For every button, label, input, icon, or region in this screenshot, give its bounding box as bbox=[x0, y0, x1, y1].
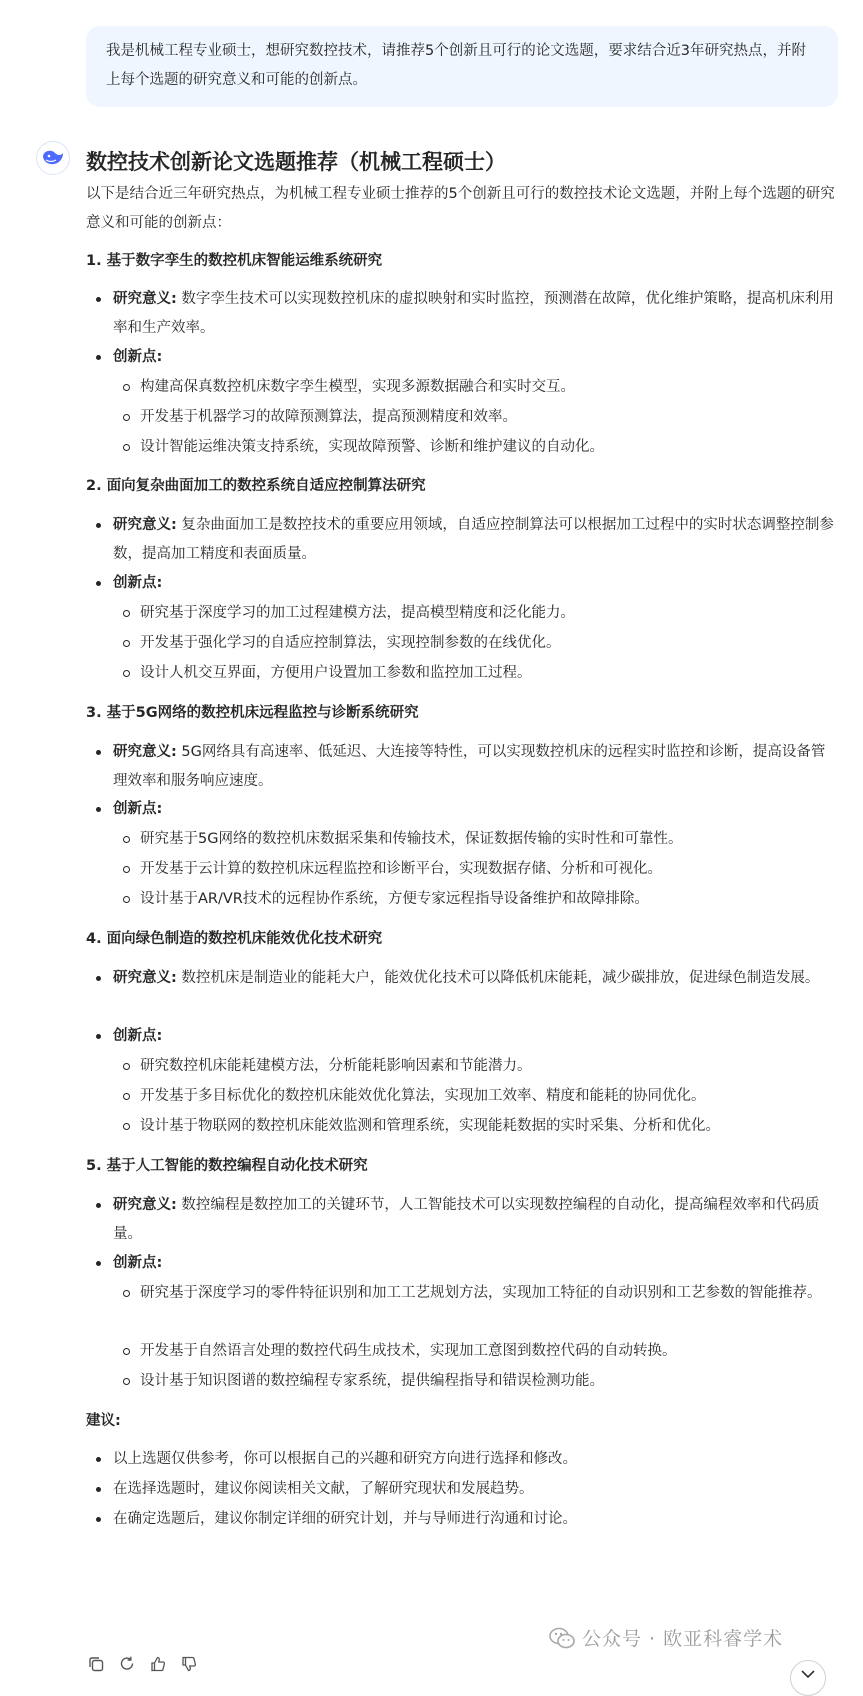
meaning-label: 研究意义: bbox=[113, 291, 177, 307]
innovation-point: 设计人机交互界面，方便用户设置加工参数和监控加工过程。 bbox=[140, 665, 532, 681]
list-item bbox=[86, 1337, 838, 1366]
list-item bbox=[86, 1082, 838, 1111]
innovation-point: 设计基于知识图谱的数控编程专家系统，提供编程指导和错误检测功能。 bbox=[140, 1373, 604, 1389]
meaning-text: 5G网络具有高速率、低延迟、大连接等特性，可以实现数控机床的远程实时监控和诊断，提高设备管理效率和服务响应速度。 bbox=[113, 744, 826, 789]
thumbs-up-button[interactable] bbox=[148, 1654, 168, 1674]
list-item bbox=[86, 403, 838, 432]
topic-heading: 3. 基于5G网络的数控机床远程监控与诊断系统研究 bbox=[86, 705, 419, 721]
innovation-point: 设计基于物联网的数控机床能效监测和管理系统，实现能耗数据的实时采集、分析和优化。 bbox=[140, 1118, 720, 1134]
regenerate-button[interactable] bbox=[117, 1654, 137, 1674]
innovation-point: 开发基于云计算的数控机床远程监控和诊断平台，实现数据存储、分析和可视化。 bbox=[140, 861, 662, 877]
meaning-text: 数字孪生技术可以实现数控机床的虚拟映射和实时监控，预测潜在故障，优化维护策略，提高机床利用率和生产效率。 bbox=[113, 291, 834, 336]
watermark-text: 公众号 · 欧亚科睿学术 bbox=[582, 1628, 784, 1650]
innovation-label: 创新点: bbox=[113, 1028, 163, 1044]
innovation-point: 构建高保真数控机床数字孪生模型，实现多源数据融合和实时交互。 bbox=[140, 379, 575, 395]
innovation-point: 研究基于深度学习的加工过程建模方法，提高模型精度和泛化能力。 bbox=[140, 605, 575, 621]
message-actions bbox=[86, 1654, 199, 1674]
meaning-label: 研究意义: bbox=[113, 517, 177, 533]
meaning-text: 复杂曲面加工是数控技术的重要应用领域，自适应控制算法可以根据加工过程中的实时状态调整控制参数，提高加工精度和表面质量。 bbox=[113, 517, 834, 562]
thumbs-down-button[interactable] bbox=[179, 1654, 199, 1674]
innovation-label: 创新点: bbox=[113, 575, 163, 591]
topic-heading: 1. 基于数字孪生的数控机床智能运维系统研究 bbox=[86, 253, 383, 269]
topic-heading: 4. 面向绿色制造的数控机床能效优化技术研究 bbox=[86, 931, 383, 947]
list-item bbox=[86, 885, 838, 914]
whale-logo-icon bbox=[41, 148, 65, 168]
list-item bbox=[86, 1505, 838, 1534]
list-item-innovation bbox=[86, 569, 838, 598]
list-item bbox=[86, 1112, 838, 1141]
copy-button[interactable] bbox=[86, 1654, 106, 1674]
innovation-point: 开发基于自然语言处理的数控代码生成技术，实现加工意图到数控代码的自动转换。 bbox=[140, 1343, 677, 1359]
innovation-label: 创新点: bbox=[113, 349, 163, 365]
list-item-meaning bbox=[86, 1191, 838, 1249]
suggestion-text: 以上选题仅供参考，你可以根据自己的兴趣和研究方向进行选择和修改。 bbox=[113, 1451, 577, 1467]
thumbs-down-icon bbox=[180, 1655, 198, 1673]
topic-heading: 2. 面向复杂曲面加工的数控系统自适应控制算法研究 bbox=[86, 478, 426, 494]
answer-title: 数控技术创新论文选题推荐（机械工程硕士） bbox=[86, 150, 506, 174]
copy-icon bbox=[87, 1655, 105, 1673]
list-item bbox=[86, 1445, 838, 1474]
list-item-innovation bbox=[86, 1249, 838, 1278]
suggestion-text: 在选择选题时，建议你阅读相关文献，了解研究现状和发展趋势。 bbox=[113, 1481, 534, 1497]
scroll-to-bottom-button[interactable] bbox=[790, 1660, 826, 1696]
watermark bbox=[548, 1624, 783, 1651]
regenerate-icon bbox=[118, 1655, 136, 1673]
meaning-label: 研究意义: bbox=[113, 1197, 177, 1213]
answer-intro: 以下是结合近三年研究热点，为机械工程专业硕士推荐的5个创新且可行的数控技术论文选题，并附上每个选题的研究意义和可能的创新点： bbox=[86, 186, 835, 231]
list-item bbox=[86, 659, 838, 688]
list-item bbox=[86, 629, 838, 658]
list-item-innovation bbox=[86, 1022, 838, 1051]
innovation-point: 开发基于机器学习的故障预测算法，提高预测精度和效率。 bbox=[140, 409, 517, 425]
innovation-point: 开发基于强化学习的自适应控制算法，实现控制参数的在线优化。 bbox=[140, 635, 561, 651]
meaning-label: 研究意义: bbox=[113, 744, 177, 760]
innovation-point: 设计基于AR/VR技术的远程协作系统，方便专家远程指导设备维护和故障排除。 bbox=[140, 891, 649, 907]
innovation-point: 研究基于深度学习的零件特征识别和加工工艺规划方法，实现加工特征的自动识别和工艺参数的智能推荐。 bbox=[140, 1285, 822, 1301]
list-item bbox=[86, 433, 838, 462]
meaning-label: 研究意义: bbox=[113, 970, 177, 986]
meaning-text: 数控编程是数控加工的关键环节，人工智能技术可以实现数控编程的自动化，提高编程效率和代码质量。 bbox=[113, 1197, 820, 1242]
assistant-avatar bbox=[36, 141, 70, 175]
user-message-text: 我是机械工程专业硕士，想研究数控技术，请推荐5个创新且可行的论文选题，要求结合近3年研究热点，并附上每个选题的研究意义和可能的创新点。 bbox=[106, 43, 806, 88]
list-item bbox=[86, 1279, 838, 1308]
chevron-down-icon bbox=[800, 1668, 816, 1680]
suggestion-heading: 建议: bbox=[86, 1413, 121, 1429]
list-item bbox=[86, 1367, 838, 1396]
list-item-meaning bbox=[86, 964, 838, 993]
innovation-point: 研究数控机床能耗建模方法，分析能耗影响因素和节能潜力。 bbox=[140, 1058, 532, 1074]
assistant-answer bbox=[86, 142, 838, 1527]
thumbs-up-icon bbox=[149, 1655, 167, 1673]
list-item bbox=[86, 855, 838, 884]
list-item bbox=[86, 1052, 838, 1081]
innovation-label: 创新点: bbox=[113, 801, 163, 817]
list-item bbox=[86, 373, 838, 402]
list-item-innovation bbox=[86, 343, 838, 372]
topic-heading: 5. 基于人工智能的数控编程自动化技术研究 bbox=[86, 1158, 368, 1174]
innovation-point: 开发基于多目标优化的数控机床能效优化算法，实现加工效率、精度和能耗的协同优化。 bbox=[140, 1088, 706, 1104]
list-item-innovation bbox=[86, 795, 838, 824]
user-message-bubble bbox=[86, 26, 838, 107]
innovation-label: 创新点: bbox=[113, 1255, 163, 1271]
innovation-point: 研究基于5G网络的数控机床数据采集和传输技术，保证数据传输的实时性和可靠性。 bbox=[140, 831, 683, 847]
list-item-meaning bbox=[86, 738, 838, 796]
innovation-point: 设计智能运维决策支持系统，实现故障预警、诊断和维护建议的自动化。 bbox=[140, 439, 604, 455]
list-item bbox=[86, 599, 838, 628]
suggestion-text: 在确定选题后，建议你制定详细的研究计划，并与导师进行沟通和讨论。 bbox=[113, 1511, 577, 1527]
meaning-text: 数控机床是制造业的能耗大户，能效优化技术可以降低机床能耗，减少碳排放，促进绿色制造发展。 bbox=[181, 970, 820, 986]
list-item bbox=[86, 825, 838, 854]
wechat-icon bbox=[548, 1626, 576, 1650]
list-item-meaning bbox=[86, 285, 838, 343]
list-item bbox=[86, 1475, 838, 1504]
list-item-meaning bbox=[86, 511, 838, 569]
